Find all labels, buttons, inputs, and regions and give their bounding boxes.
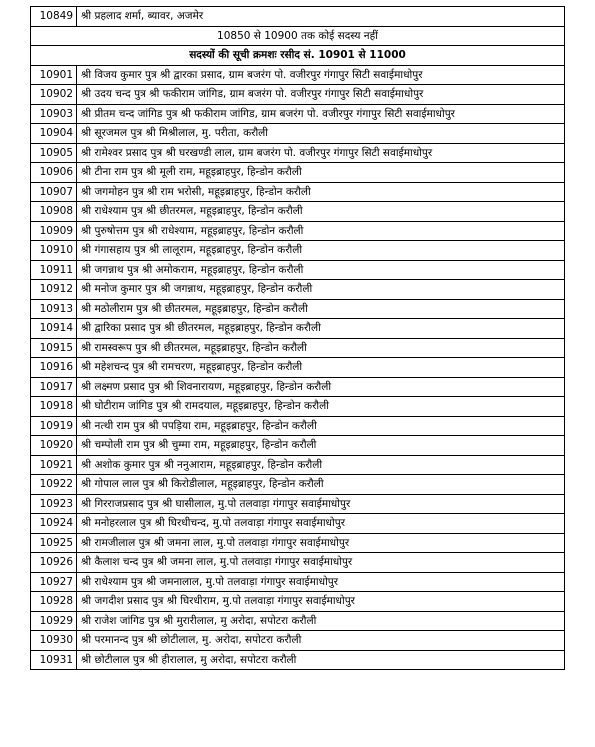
- table-row: [31, 475, 565, 495]
- member-details: श्री जगन्नाथ पुत्र श्री अमोकराम, महूइब्राहपुर, हिन्डोन करौली: [77, 260, 565, 280]
- receipt-number: 10906: [31, 163, 77, 183]
- member-details: श्री द्वारिका प्रसाद पुत्र श्री छीतरमल, महूइब्राहपुर, हिन्डोन करौली: [77, 319, 565, 339]
- table-row: [31, 377, 565, 397]
- member-details: श्री सूरजमल पुत्र श्री मिश्रीलाल, मु. परीता, करौली: [77, 124, 565, 144]
- receipt-number: 10926: [31, 553, 77, 573]
- receipt-number: 10924: [31, 514, 77, 534]
- receipt-number: 10914: [31, 319, 77, 339]
- member-details: श्री गोपाल लाल पुत्र श्री किरोडीलाल, महूइब्राहपुर, हिन्डोन करौली: [77, 475, 565, 495]
- table-row: [31, 514, 565, 534]
- table-row: [31, 494, 565, 514]
- member-details: श्री उदय चन्द पुत्र श्री फकीराम जांगिड, ग्राम बजरंग पो. वजीरपुर गंगापुर सिटी सवाईमाधोपुर: [77, 85, 565, 105]
- receipt-number: 10913: [31, 299, 77, 319]
- table-row: [31, 533, 565, 553]
- table-row: [31, 7, 565, 27]
- receipt-number: 10915: [31, 338, 77, 358]
- receipt-number: 10849: [31, 7, 77, 27]
- no-members-notice: 10850 से 10900 तक कोई सदस्य नहीं: [31, 26, 565, 46]
- receipt-number: 10928: [31, 592, 77, 612]
- receipt-number: 10930: [31, 631, 77, 651]
- table-row: [31, 650, 565, 670]
- receipt-number: 10904: [31, 124, 77, 144]
- table-row: [31, 182, 565, 202]
- member-details: श्री घोटीराम जांगिड पुत्र श्री रामदयाल, महूइब्राहपुर, हिन्डोन करौली: [77, 397, 565, 417]
- receipt-number: 10903: [31, 104, 77, 124]
- table-row: [31, 124, 565, 144]
- table-row: [31, 553, 565, 573]
- receipt-number: 10918: [31, 397, 77, 417]
- member-details: श्री अशोक कुमार पुत्र श्री ननुआराम, महूइब्राहपुर, हिन्डोन करौली: [77, 455, 565, 475]
- member-details: श्री टीना राम पुत्र श्री मूली राम, महूइब्राहपुर, हिन्डोन करौली: [77, 163, 565, 183]
- member-details: श्री छोटीलाल पुत्र श्री हीरालाल, मु अरोदा, सपोटरा करौली: [77, 650, 565, 670]
- table-row: [31, 338, 565, 358]
- receipt-number: 10905: [31, 143, 77, 163]
- member-details: श्री राधेश्याम पुत्र श्री छीतरमल, महूइब्राहपुर, हिन्डोन करौली: [77, 202, 565, 222]
- member-details: श्री मनोहरलाल पुत्र श्री घिरधीचन्द, मु.पो तलवाड़ा गंगापुर सवाईमाधोपुर: [77, 514, 565, 534]
- member-list-table: [30, 6, 565, 670]
- receipt-number: 10908: [31, 202, 77, 222]
- table-row: [31, 280, 565, 300]
- receipt-number: 10927: [31, 572, 77, 592]
- table-row: [31, 397, 565, 417]
- member-details: श्री रामजीलाल पुत्र श्री जमना लाल, मु.पो तलवाड़ा गंगापुर सवाईमाधोपुर: [77, 533, 565, 553]
- member-details: श्री मनोज कुमार पुत्र श्री जगन्नाथ, महूइब्राहपुर, हिन्डोन करौली: [77, 280, 565, 300]
- member-details: श्री नत्थी राम पुत्र श्री पपड़िया राम, महूइब्राहपुर, हिन्डोन करौली: [77, 416, 565, 436]
- receipt-number: 10925: [31, 533, 77, 553]
- receipt-number: 10920: [31, 436, 77, 456]
- table-row: [31, 241, 565, 261]
- receipt-number: 10921: [31, 455, 77, 475]
- table-row: [31, 221, 565, 241]
- section-heading-row: [31, 46, 565, 66]
- table-row: [31, 143, 565, 163]
- table-row: [31, 631, 565, 651]
- receipt-number: 10923: [31, 494, 77, 514]
- table-row: [31, 65, 565, 85]
- member-details: श्री जगमोहन पुत्र श्री राम भरोसी, महूइब्राहपुर, हिन्डोन करौली: [77, 182, 565, 202]
- receipt-number: 10907: [31, 182, 77, 202]
- table-row: [31, 260, 565, 280]
- table-row: [31, 85, 565, 105]
- member-details: श्री परमानन्द पुत्र श्री छोटीलाल, मु. अरोदा, सपोटरा करौली: [77, 631, 565, 651]
- member-details: श्री गंगासहाय पुत्र श्री लालूराम, महूइब्राहपुर, हिन्डोन करौली: [77, 241, 565, 261]
- table-row: [31, 572, 565, 592]
- member-details: श्री लक्ष्मण प्रसाद पुत्र श्री शिवनारायण, महूइब्राहपुर, हिन्डोन करौली: [77, 377, 565, 397]
- member-details: श्री मठोलीराम पुत्र श्री छीतरमल, महूइब्राहपुर, हिन्डोन करौली: [77, 299, 565, 319]
- member-details: श्री राधेश्याम पुत्र श्री जमनालाल, मु.पो तलवाड़ा गंगापुर सवाईमाधोपुर: [77, 572, 565, 592]
- receipt-number: 10917: [31, 377, 77, 397]
- table-row: [31, 104, 565, 124]
- receipt-number: 10922: [31, 475, 77, 495]
- receipt-number: 10902: [31, 85, 77, 105]
- table-row: [31, 611, 565, 631]
- member-details: श्री पुरुषोत्तम पुत्र श्री राधेश्याम, महूइब्राहपुर, हिन्डोन करौली: [77, 221, 565, 241]
- member-details: श्री चम्पोली राम पुत्र श्री चुम्मा राम, महूइब्राहपुर, हिन्डोन करौली: [77, 436, 565, 456]
- table-row: [31, 358, 565, 378]
- member-details: श्री राजेश जांगिड पुत्र श्री मुरारीलाल, मु अरोदा, सपोटरा करौली: [77, 611, 565, 631]
- member-details: श्री जगदीश प्रसाद पुत्र श्री घिरधीराम, मु.पो तलवाड़ा गंगापुर सवाईमाधोपुर: [77, 592, 565, 612]
- receipt-number: 10929: [31, 611, 77, 631]
- member-details: श्री प्रहलाद शर्मा, ब्यावर, अजमेर: [77, 7, 565, 27]
- table-row: [31, 416, 565, 436]
- member-details: श्री गिरराजप्रसाद पुत्र श्री घासीलाल, मु.पो तलवाड़ा गंगापुर सवाईमाधोपुर: [77, 494, 565, 514]
- section-heading: सदस्यों की सूची क्रमशः रसीद सं. 10901 से 11000: [31, 46, 565, 66]
- receipt-number: 10916: [31, 358, 77, 378]
- receipt-number: 10909: [31, 221, 77, 241]
- receipt-number: 10911: [31, 260, 77, 280]
- member-details: श्री कैलाश चन्द पुत्र श्री जमना लाल, मु.पो तलवाड़ा गंगापुर सवाईमाधोपुर: [77, 553, 565, 573]
- member-details: श्री रामस्वरूप पुत्र श्री छीतरमल, महूइब्राहपुर, हिन्डोन करौली: [77, 338, 565, 358]
- table-row: [31, 592, 565, 612]
- notice-row: [31, 26, 565, 46]
- table-row: [31, 319, 565, 339]
- receipt-number: 10901: [31, 65, 77, 85]
- table-row: [31, 436, 565, 456]
- table-row: [31, 163, 565, 183]
- table-row: [31, 202, 565, 222]
- receipt-number: 10931: [31, 650, 77, 670]
- receipt-number: 10910: [31, 241, 77, 261]
- member-details: श्री रामेश्वर प्रसाद पुत्र श्री घरखण्डी लाल, ग्राम बजरंग पो. वजीरपुर गंगापुर सिटी सवाईमाधोपुर: [77, 143, 565, 163]
- receipt-number: 10919: [31, 416, 77, 436]
- member-details: श्री प्रीतम चन्द जांगिड पुत्र श्री फकीराम जांगिड, ग्राम बजरंग पो. वजीरपुर गंगापुर सिटी सवाईमाधोपुर: [77, 104, 565, 124]
- receipt-number: 10912: [31, 280, 77, 300]
- table-row: [31, 455, 565, 475]
- member-details: श्री विजय कुमार पुत्र श्री द्वारका प्रसाद, ग्राम बजरंग पो. वजीरपुर गंगापुर सिटी सवाईमाधोपुर: [77, 65, 565, 85]
- member-details: श्री महेशचन्द पुत्र श्री रामचरण, महूइब्राहपुर, हिन्डोन करौली: [77, 358, 565, 378]
- table-row: [31, 299, 565, 319]
